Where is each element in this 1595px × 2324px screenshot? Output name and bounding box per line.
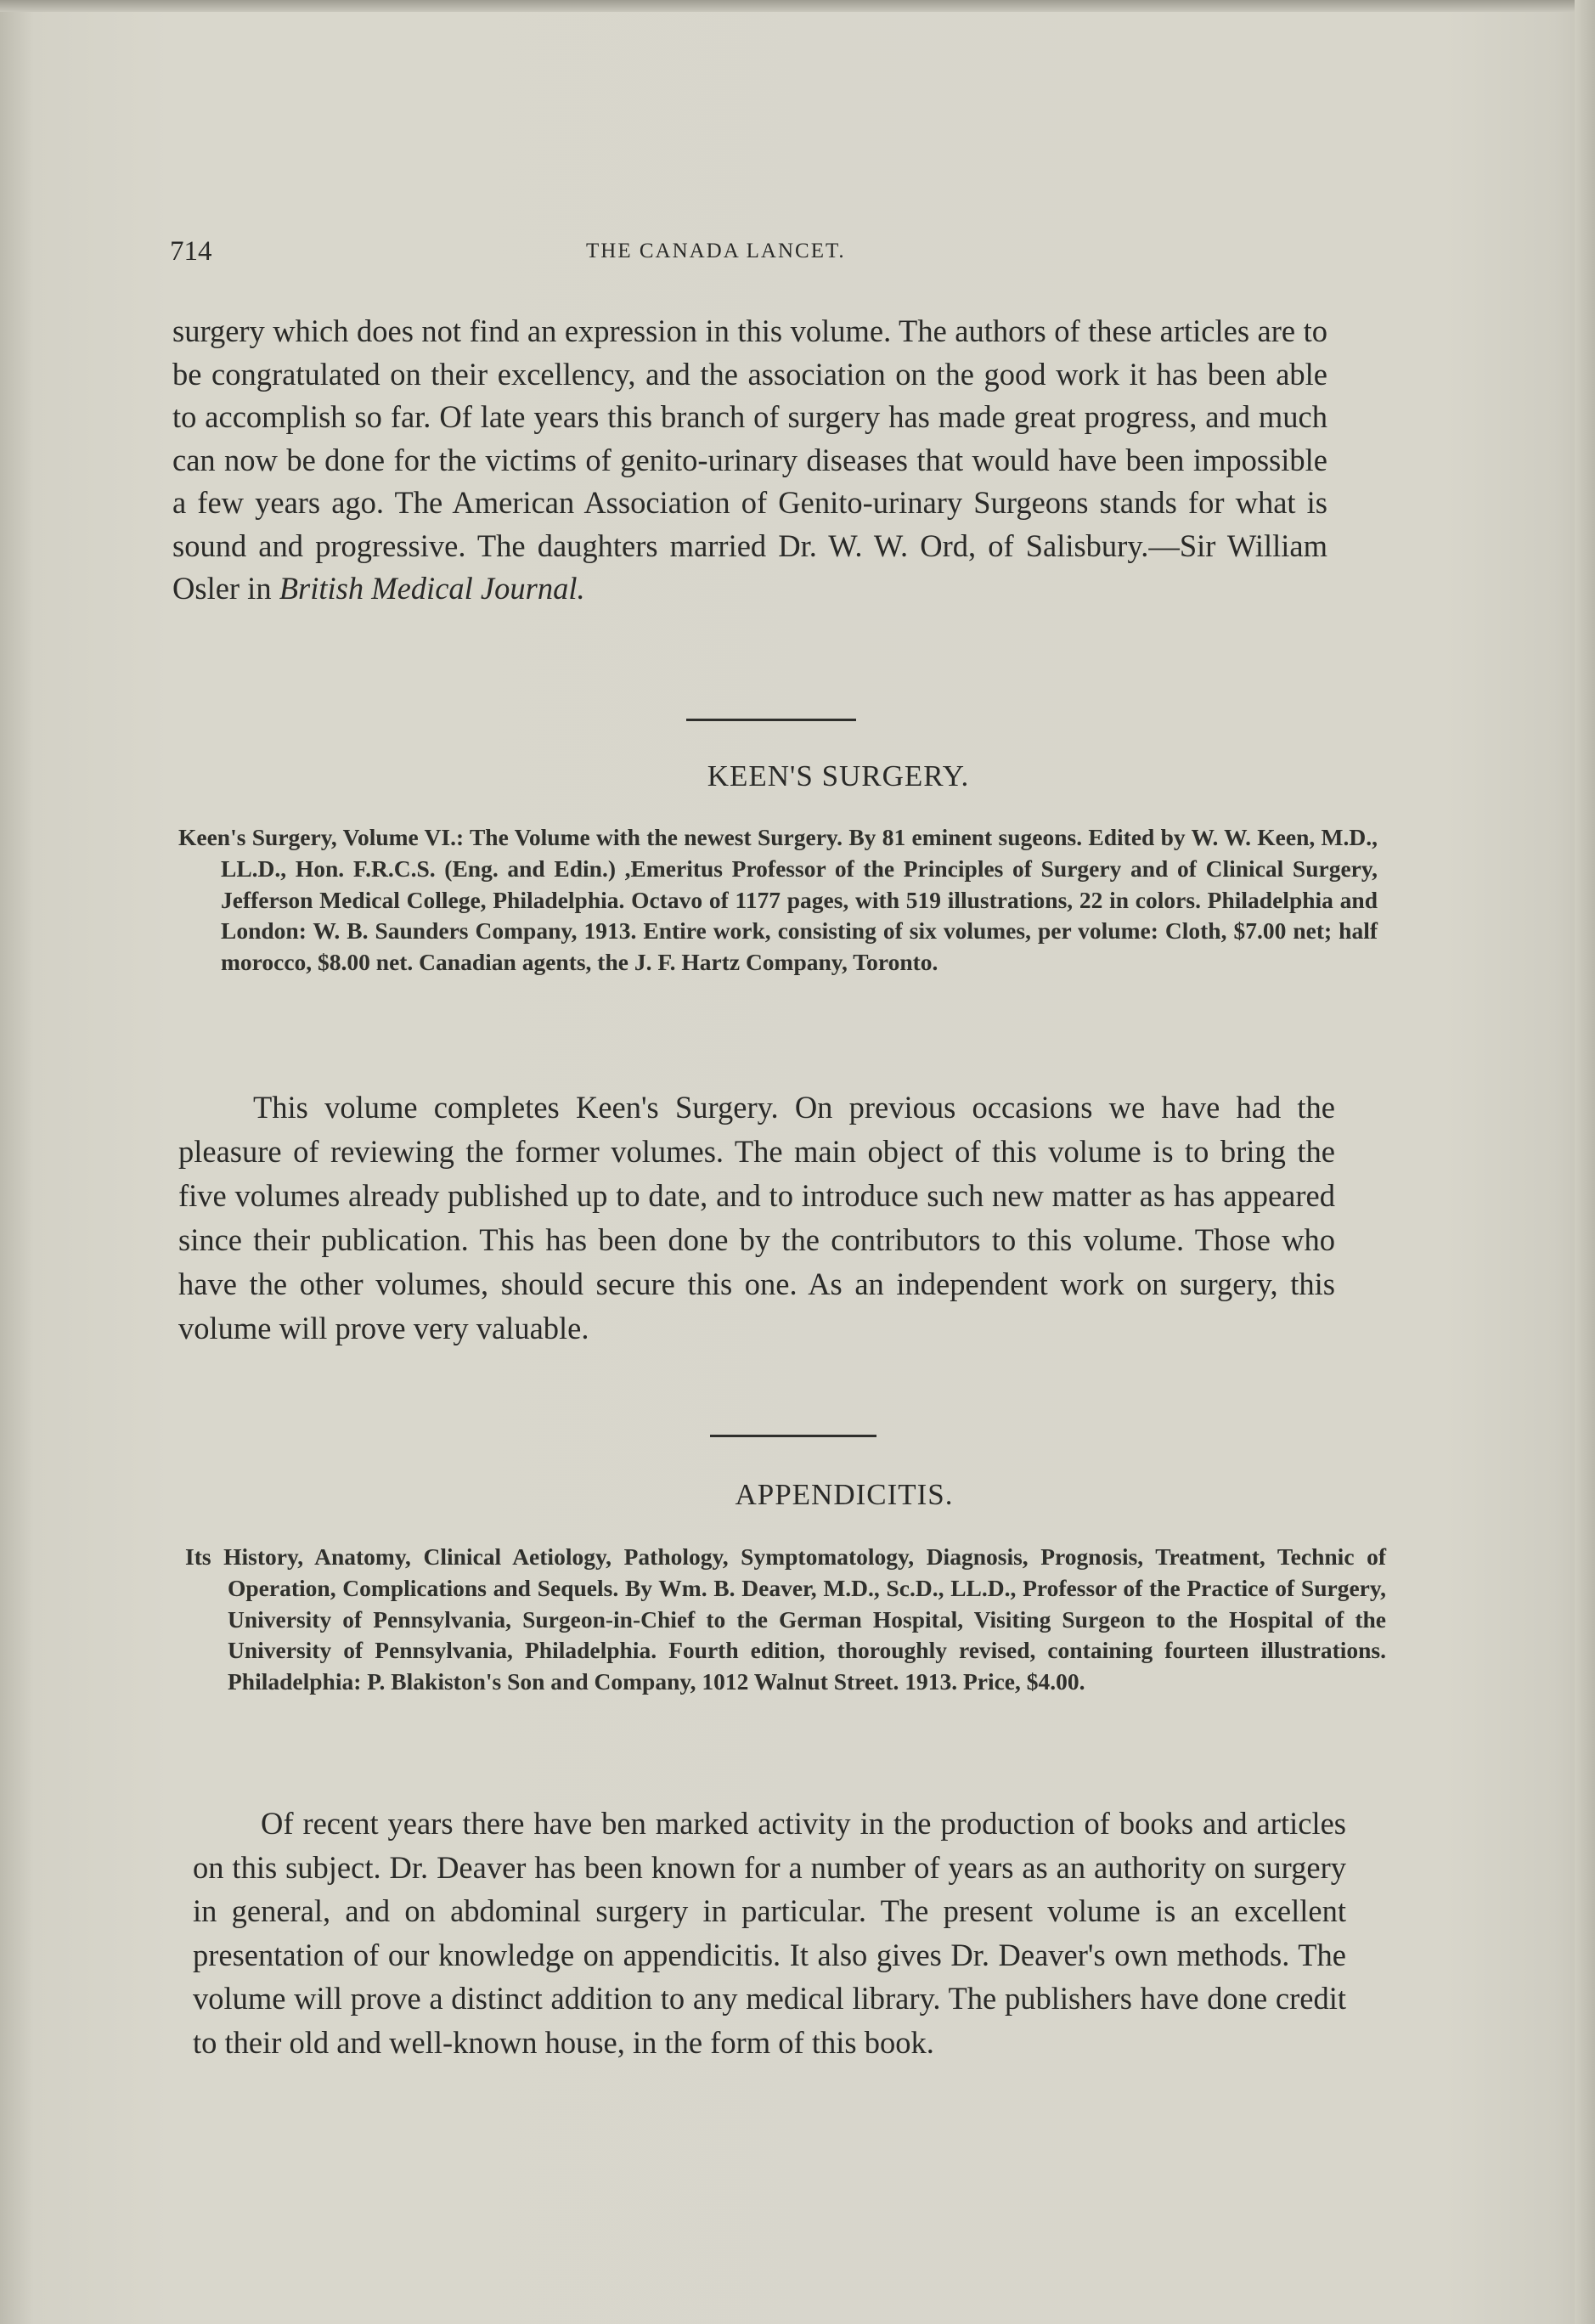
section-divider (710, 1435, 876, 1437)
book-citation-appendicitis: Its History, Anatomy, Clinical Aetiology, Pathology, Symptomatology, Diagnosis, Prognosis, Treatment, Technic of Operation, Complications and Sequels. By Wm. B. Deaver, M.D., Sc.D., LL.D., Professor of the Practice of Surgery, University of Pennsylvania, Surgeon-in-Chief to the German Hospital, Visiting Surgeon to the Hospital of the University of Pennsylvania, Philadelphia. Fourth edition, thoroughly revised, containing fourteen illustrations. Philadelphia: P. Blakiston's Son and Company, 1012 Walnut Street. 1913. Price, $4.00. (185, 1543, 1386, 1695)
page-right-edge (1575, 0, 1595, 2324)
source-journal: British Medical Journal. (279, 571, 585, 606)
section-heading-appendicitis: APPENDICITIS. (735, 1478, 954, 1511)
review-paragraph-appendicitis: Of recent years there have ben marked activity in the production of books and articles on this subject. Dr. Deaver has been known for a number of years as an authority on surgery in general, and on abdominal surgery in particular. The present volume is an excellent presentation of our knowledge on appendicitis. It also gives Dr. Deaver's own methods. The volume will prove a distinct addition to any medical library. The publishers have done credit to their old and well-known house, in the form of this book. (193, 1806, 1346, 2060)
page-number: 714 (170, 236, 212, 267)
section-divider (686, 719, 856, 721)
continued-paragraph-text: surgery which does not find an expression in this volume. The authors of these articles are to be congratulated on their excellency, and the association on the good work it has been able to accomplish so far. Of late years this branch of surgery has made great progress, and much can now be done for the victims of genito-urinary diseases that would have been impossible a few years ago. The American Association of Genito-urinary Surgeons stands for what is sound and progressive. The daughters married Dr. W. W. Ord, of Salisbury.—Sir William Osler in (172, 313, 1327, 606)
page-top-edge (0, 0, 1595, 12)
section-heading-keens-surgery: KEEN'S SURGERY. (707, 759, 970, 793)
review-paragraph-keens-surgery: This volume completes Keen's Surgery. On previous occasions we have had the pleasure of reviewing the former volumes. The main object of this volume is to bring the five volumes already published up to date, and to introduce such new matter as has appeared since their publication. This has been done by the contributors to this volume. Those who have the other volumes, should secure this one. As an independent work on surgery, this volume will prove very valuable. (178, 1090, 1335, 1345)
page-header (170, 236, 1325, 270)
continued-paragraph (172, 310, 1327, 611)
book-citation-keens-surgery: Keen's Surgery, Volume VI.: The Volume with the newest Surgery. By 81 eminent sugeons. Edited by W. W. Keen, M.D., LL.D., Hon. F.R.C.S. (Eng. and Edin.) ,Emeritus Professor of the Principles of Surgery and of Clinical Surgery, Jefferson Medical College, Philadelphia. Octavo of 1177 pages, with 519 illustrations, 22 in colors. Philadelphia and London: W. B. Saunders Company, 1913. Entire work, consisting of six volumes, per volume: Cloth, $7.00 net; half morocco, $8.00 net. Canadian agents, the J. F. Hartz Company, Toronto. (178, 824, 1378, 976)
running-title: THE CANADA LANCET. (586, 240, 846, 262)
